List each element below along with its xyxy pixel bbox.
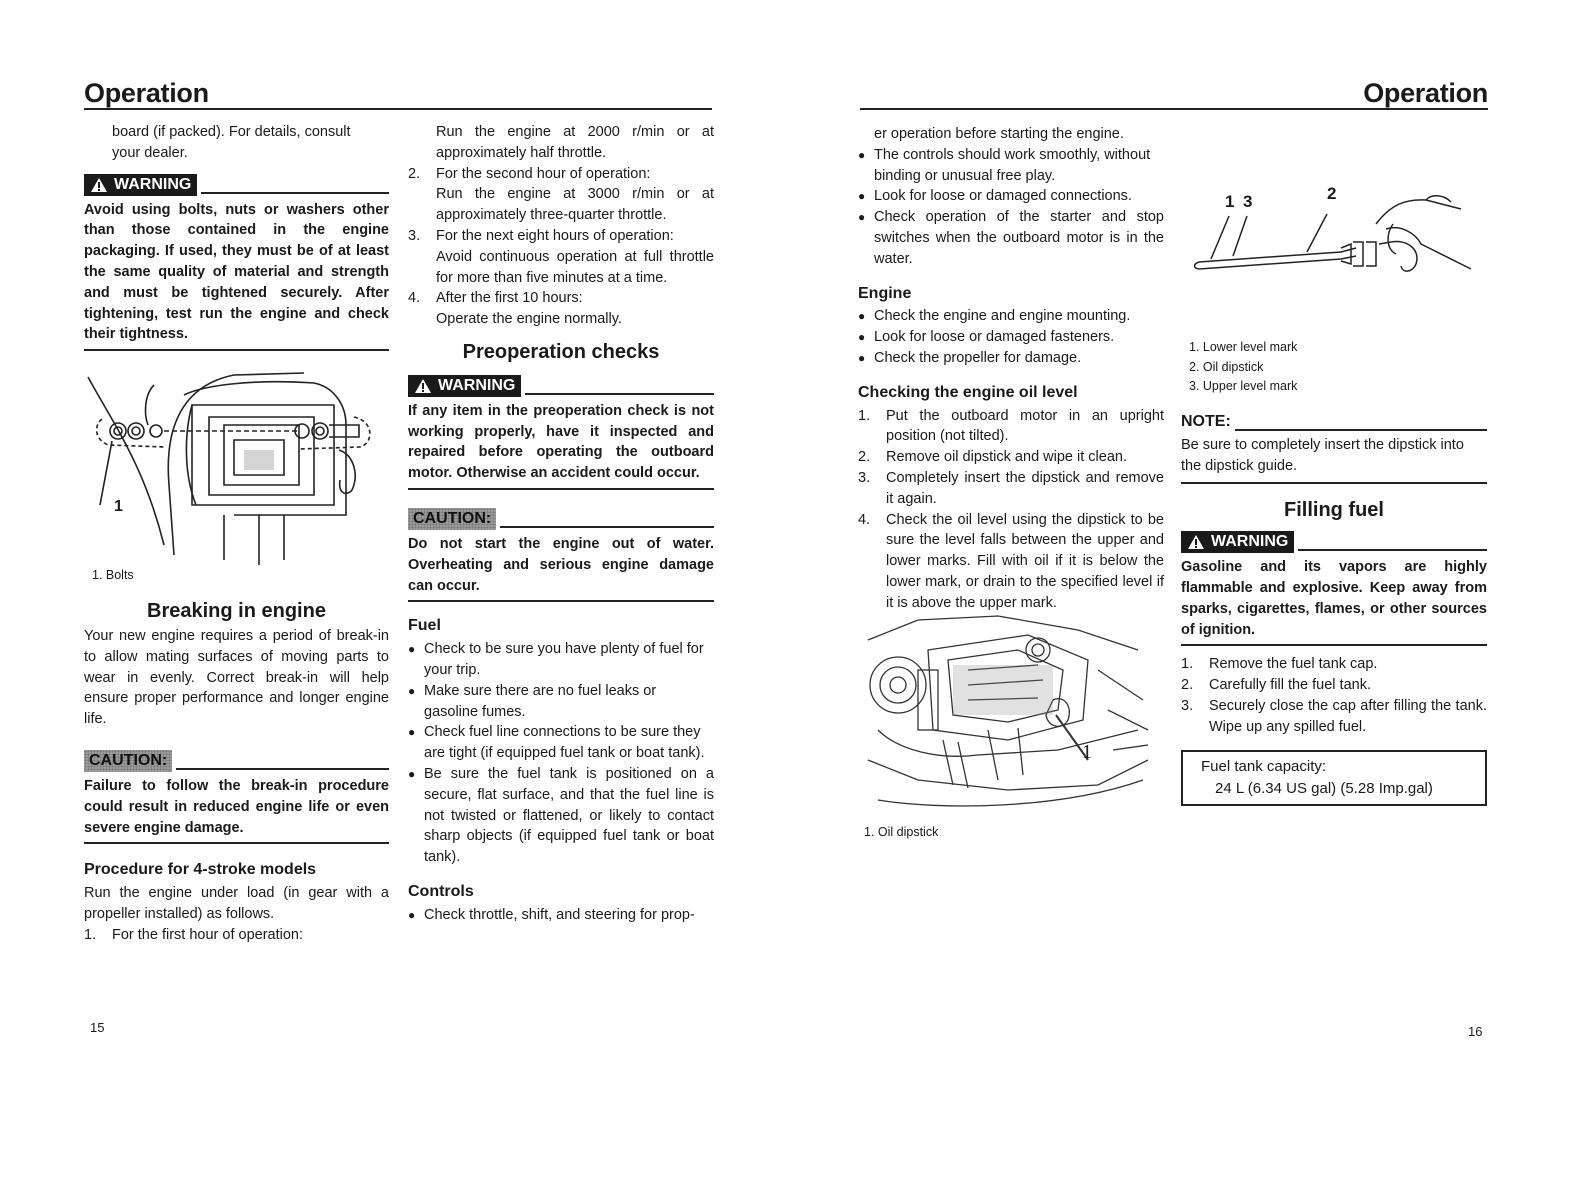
engine-item-2: ● Look for loose or damaged fasteners.	[858, 327, 1164, 348]
controls-item-b-text: Look for loose or damaged connections.	[874, 188, 1132, 205]
step-3-text: For the next eight hours of operation:	[436, 227, 674, 244]
bolts-caption: 1. Bolts	[92, 568, 134, 583]
fuel-warning-text: Gasoline and its vapors are highly flammable and explosive. Keep away from sparks, cigarettes, flames, or other sources of ignition.	[1181, 557, 1487, 646]
caution-header	[84, 750, 389, 772]
caption-upper-level-mark: 3. Upper level mark	[1189, 379, 1298, 393]
fuel-capacity-box	[1181, 750, 1487, 806]
warning-label: WARNING	[114, 175, 192, 193]
fuel-warning-label: WARNING	[1211, 533, 1289, 551]
engine-item-3: ● Check the propeller for damage.	[858, 348, 1164, 369]
dipstick-captions	[1189, 338, 1297, 397]
dipstick-callout-2: 2	[1327, 184, 1337, 203]
preop-warning-text: If any item in the preoperation check is not working properly, have it inspected and repaired before operating the outboard motor. Otherwise an accident could occur.	[408, 401, 714, 490]
caution-label: CAUTION:	[84, 750, 172, 772]
intro-line-1: board (if packed). For details, consult	[112, 124, 351, 140]
right-header-rule	[860, 108, 1488, 110]
step-1-continued: Run the engine at 2000 r/min or at approximately half throttle.	[436, 124, 714, 161]
oil-step-1	[858, 406, 1164, 448]
controls-title: Controls	[408, 882, 474, 900]
fill-step-2-num: 2.	[1181, 677, 1194, 694]
fill-step-1	[1181, 654, 1487, 675]
fill-step-3-text: Securely close the cap after filling the tank. Wipe up any spilled fuel.	[1209, 697, 1487, 735]
fuel-warning-header	[1181, 531, 1487, 553]
controls-item-c: ● Check operation of the starter and stop switches when the outboard motor is in the water.	[858, 207, 1164, 269]
intro-line-2: your dealer.	[112, 144, 188, 161]
fuel-capacity-label: Fuel tank capacity:	[1201, 757, 1327, 775]
dipstick-callout-3: 3	[1243, 192, 1253, 211]
controls-item-a-text: The controls should work smoothly, without binding or unusual free play.	[874, 146, 1151, 184]
preoperation-title: Preoperation checks	[462, 340, 660, 363]
fuel-item-2: ● Make sure there are no fuel leaks or gasoline fumes.	[408, 681, 714, 723]
fill-step-3	[1181, 696, 1487, 738]
bolts-callout-1: 1	[114, 498, 123, 516]
engine-title: Engine	[858, 284, 912, 302]
right-page-number: 16	[1468, 1024, 1483, 1039]
fill-step-2	[1181, 675, 1487, 696]
oil-step-4	[858, 510, 1164, 614]
procedure-title: Procedure for 4-stroke models	[84, 861, 317, 879]
oil-step-1-num: 1.	[858, 407, 871, 424]
engine-figure	[858, 610, 1164, 840]
fill-step-2-text: Carefully fill the fuel tank.	[1209, 677, 1371, 694]
fuel-capacity-value: 24 L (6.34 US gal) (5.28 Imp.gal)	[1215, 779, 1433, 797]
fill-step-1-text: Remove the fuel tank cap.	[1209, 656, 1378, 673]
engine-item-1: ● Check the engine and engine mounting.	[858, 306, 1164, 327]
caption-oil-dipstick: 2. Oil dipstick	[1189, 359, 1264, 374]
step-2-sub: Run the engine at 3000 r/min or at approximately three-quarter throttle.	[436, 186, 714, 224]
left-page-title: Operation	[84, 78, 209, 108]
controls-item-a: ● The controls should work smoothly, without binding or unusual free play.	[858, 145, 1164, 187]
note-label: NOTE:	[1181, 413, 1231, 430]
fill-step-3-num: 3.	[1181, 697, 1194, 714]
dipstick-callout-1: 1	[1225, 192, 1235, 211]
step-3-sub: Avoid continuous operation at full throttle for more than five minutes at a time.	[436, 248, 714, 286]
step-2	[408, 164, 714, 226]
left-header-rule	[84, 108, 712, 110]
oil-step-4-text: Check the oil level using the dipstick to be sure the level falls between the upper and lower marks. Fill with oil if it is below the lower mark, or drain to the specified level if it is above the upper mark.	[886, 511, 1164, 611]
preop-warning-label: WARNING	[438, 376, 516, 394]
controls-item: ● Check throttle, shift, and steering for prop-	[408, 905, 714, 926]
preop-caution-header	[408, 508, 714, 530]
oil-dipstick-callout-1: 1	[1082, 740, 1092, 763]
step-3	[408, 226, 714, 288]
controls-item-b: ● Look for loose or damaged connections.	[858, 186, 1164, 207]
oil-step-3	[858, 468, 1164, 510]
preop-caution-label: CAUTION:	[408, 508, 496, 530]
step-1	[84, 925, 389, 946]
fuel-item-4: ● Be sure the fuel tank is positioned on a secure, flat surface, and that the fuel line is not twisted or flattened, or likely to contact sharp objects (if equipped fuel tank or boat tank).	[408, 764, 714, 868]
note-text: Be sure to completely insert the dipstick into the dipstick guide.	[1181, 435, 1487, 485]
engine-item-1-text: Check the engine and engine mounting.	[874, 308, 1131, 325]
step-3-num: 3.	[408, 227, 421, 244]
bolts-figure	[84, 365, 389, 583]
fuel-item-3-text: Check fuel line connections to be sure they are tight (if equipped fuel tank or boat tank).	[424, 724, 705, 762]
engine-item-3-text: Check the propeller for damage.	[874, 349, 1082, 366]
oil-step-4-num: 4.	[858, 511, 871, 528]
engine-item-2-text: Look for loose or damaged fasteners.	[874, 329, 1115, 346]
left-column-1	[84, 122, 389, 946]
oil-step-3-text: Completely insert the dipstick and remove it again.	[886, 469, 1164, 507]
oil-dipstick-caption: 1. Oil dipstick	[864, 824, 939, 839]
left-column-2	[408, 122, 714, 926]
note-header	[1181, 412, 1487, 433]
bracket-bolts-illustration	[84, 365, 384, 575]
warning-triangle-icon	[414, 378, 432, 394]
step-1-text: For the first hour of operation:	[112, 926, 304, 943]
controls-continued: er operation before starting the engine.	[874, 126, 1124, 142]
step-2-num: 2.	[408, 165, 421, 182]
filling-fuel-title: Filling fuel	[1284, 499, 1384, 522]
fuel-item-1: ● Check to be sure you have plenty of fuel for your trip.	[408, 639, 714, 681]
oil-step-1-text: Put the outboard motor in an upright position (not tilted).	[886, 407, 1164, 445]
preop-warning-header	[408, 375, 714, 397]
dipstick-figure	[1181, 124, 1487, 393]
fuel-warning-badge	[1181, 531, 1294, 553]
procedure-text: Run the engine under load (in gear with a propeller installed) as follows.	[84, 885, 389, 922]
controls-item-c-text: Check operation of the starter and stop switches when the outboard motor is in the water.	[874, 209, 1164, 267]
step-2-text: For the second hour of operation:	[436, 165, 651, 182]
right-column-1	[858, 124, 1164, 840]
fuel-item-3: ● Check fuel line connections to be sure they are tight (if equipped fuel tank or boat tank).	[408, 722, 714, 764]
preop-caution-text: Do not start the engine out of water. Overheating and serious engine damage can occur.	[408, 534, 714, 602]
fuel-item-2-text: Make sure there are no fuel leaks or gasoline fumes.	[424, 682, 657, 720]
warning-triangle-icon	[90, 177, 108, 193]
oil-step-2-text: Remove oil dipstick and wipe it clean.	[886, 449, 1127, 466]
right-column-2	[1181, 124, 1487, 806]
caution-text: Failure to follow the break-in procedure could result in reduced engine life or even severe engine damage.	[84, 776, 389, 844]
fill-step-1-num: 1.	[1181, 656, 1194, 673]
fuel-title: Fuel	[408, 617, 441, 635]
warning-badge	[84, 174, 197, 196]
filling-steps	[1181, 654, 1487, 737]
step-4-text: After the first 10 hours:	[436, 290, 583, 307]
step-4-num: 4.	[408, 290, 421, 307]
breakin-text: Your new engine requires a period of break-in to allow mating surfaces of moving parts to wear in evenly. Correct break-in will help ensure proper performance and longer engine life.	[84, 627, 389, 728]
right-page-title: Operation	[1363, 78, 1488, 108]
left-page-number: 15	[90, 1020, 105, 1035]
warning-text: Avoid using bolts, nuts or washers other than those contained in the engine packaging. If used, they must be of at least the same quality of material and strength and must be tightened securely. After tightening, test run the engine and check their tightness.	[84, 200, 389, 352]
breakin-title: Breaking in engine	[147, 600, 326, 623]
engine-oil-dipstick-illustration	[858, 610, 1158, 815]
warning-triangle-icon	[1187, 534, 1205, 550]
step-1-num: 1.	[84, 926, 97, 943]
fuel-item-4-text: Be sure the fuel tank is positioned on a secure, flat surface, and that the fuel line is not twisted or flattened, or likely to contact sharp objects (if equipped fuel tank or boat tank).	[424, 765, 714, 866]
step-4	[408, 288, 714, 330]
fuel-item-1-text: Check to be sure you have plenty of fuel for your trip.	[424, 641, 704, 678]
oil-step-2-num: 2.	[858, 449, 871, 466]
controls-item-text: Check throttle, shift, and steering for prop-	[424, 906, 695, 923]
warning-header	[84, 174, 389, 196]
preop-warning-badge	[408, 375, 521, 397]
oil-step-2	[858, 447, 1164, 468]
oil-level-title: Checking the engine oil level	[858, 383, 1078, 401]
oil-step-3-num: 3.	[858, 469, 871, 486]
caption-lower-level-mark: 1. Lower level mark	[1189, 340, 1298, 354]
step-4-sub: Operate the engine normally.	[436, 311, 622, 328]
